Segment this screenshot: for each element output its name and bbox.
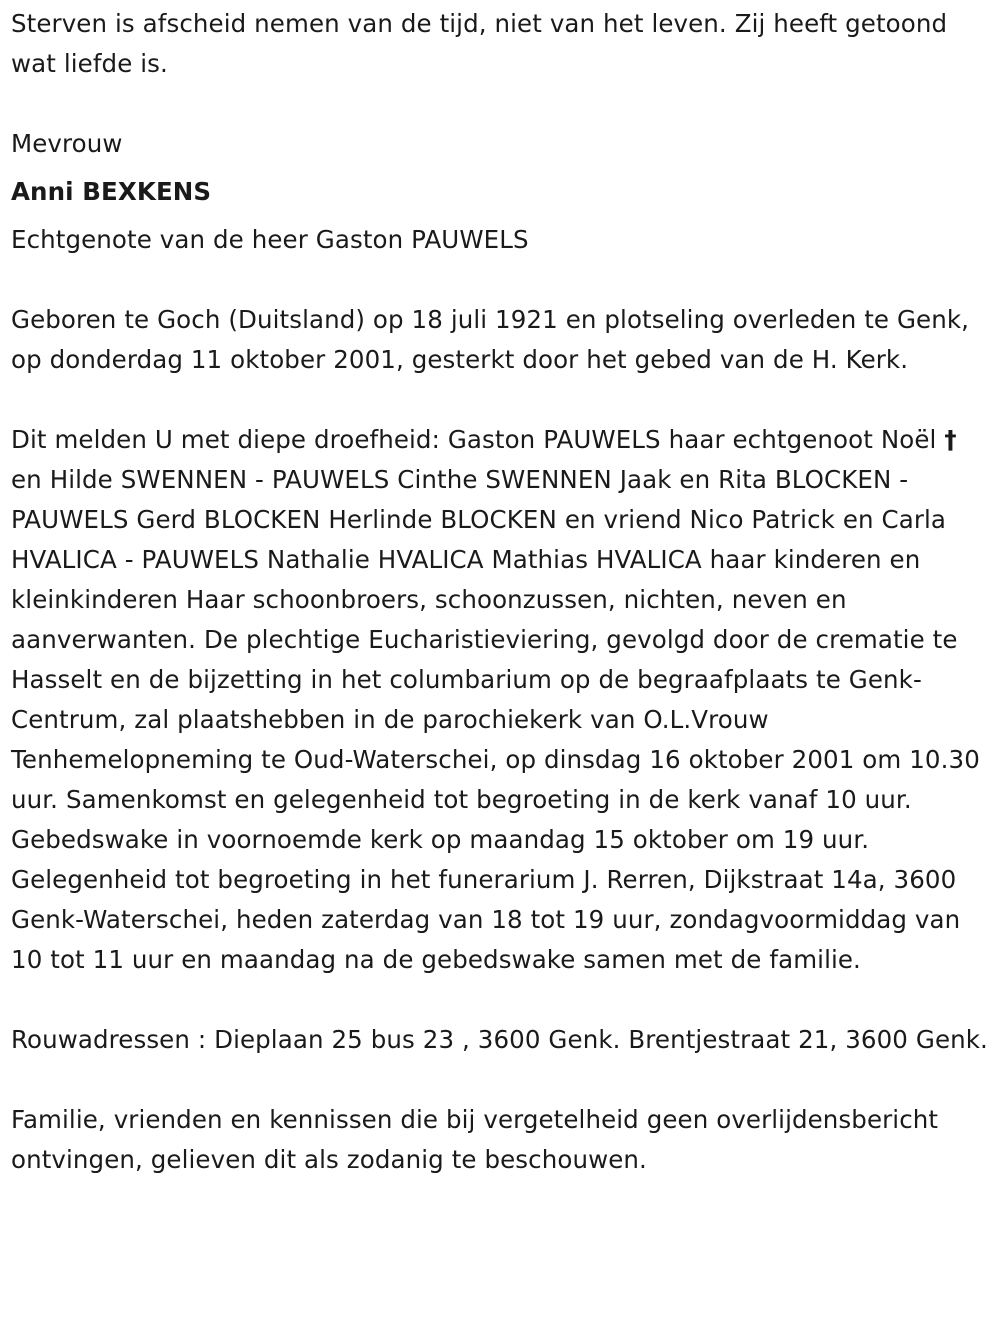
cross-icon: †: [944, 425, 957, 454]
quote-paragraph: Sterven is afscheid nemen van de tijd, niet van het leven. Zij heeft getoond wat liefde is.: [11, 9, 948, 78]
birth-death-paragraph: Geboren te Goch (Duitsland) op 18 juli 1921 en plotseling overleden te Genk, op donderdag 11 oktober 2001, gesterkt door het gebed van de H. Kerk.: [11, 305, 970, 374]
salutation: Mevrouw: [11, 129, 123, 158]
announcement-start: Dit melden U met diepe droefheid: Gaston PAUWELS haar echtgenoot Noël: [11, 425, 945, 454]
deceased-name: Anni BEXKENS: [11, 177, 212, 206]
spouse-line: Echtgenote van de heer Gaston PAUWELS: [11, 225, 529, 254]
announcement-paragraph: [11, 420, 992, 980]
announcement-rest: en Hilde SWENNEN - PAUWELS Cinthe SWENNEN Jaak en Rita BLOCKEN - PAUWELS Gerd BLOCKEN Herlinde BLOCKEN en vriend Nico Patrick en Carla HVALICA - PAUWELS Nathalie HVALICA Mathias HVALICA haar kinderen en kleinkinderen Haar schoonbroers, schoonzussen, nichten, neven en aanverwanten. De plechtige Eucharistieviering, gevolgd door de crematie te Hasselt en de bijzetting in het columbarium op de begraafplaats te Genk-Centrum, zal plaatshebben in de parochiekerk van O.L.Vrouw Tenhemelopneming te Oud-Waterschei, op dinsdag 16 oktober 2001 om 10.30 uur. Samenkomst en gelegenheid tot begroeting in de kerk vanaf 10 uur. Gebedswake in voornoemde kerk op maandag 15 oktober om 19 uur. Gelegenheid tot begroeting in het funerarium J. Rerren, Dijkstraat 14a, 3600 Genk-Waterschei, heden zaterdag van 18 tot 19 uur, zondagvoormiddag van 10 tot 11 uur en maandag na de gebedswake samen met de familie.: [11, 465, 980, 974]
closing-paragraph: Familie, vrienden en kennissen die bij vergetelheid geen overlijdensbericht ontvingen, gelieven dit als zodanig te beschouwen.: [11, 1105, 939, 1174]
addresses-paragraph: Rouwadressen : Dieplaan 25 bus 23 , 3600 Genk. Brentjestraat 21, 3600 Genk.: [11, 1025, 988, 1054]
